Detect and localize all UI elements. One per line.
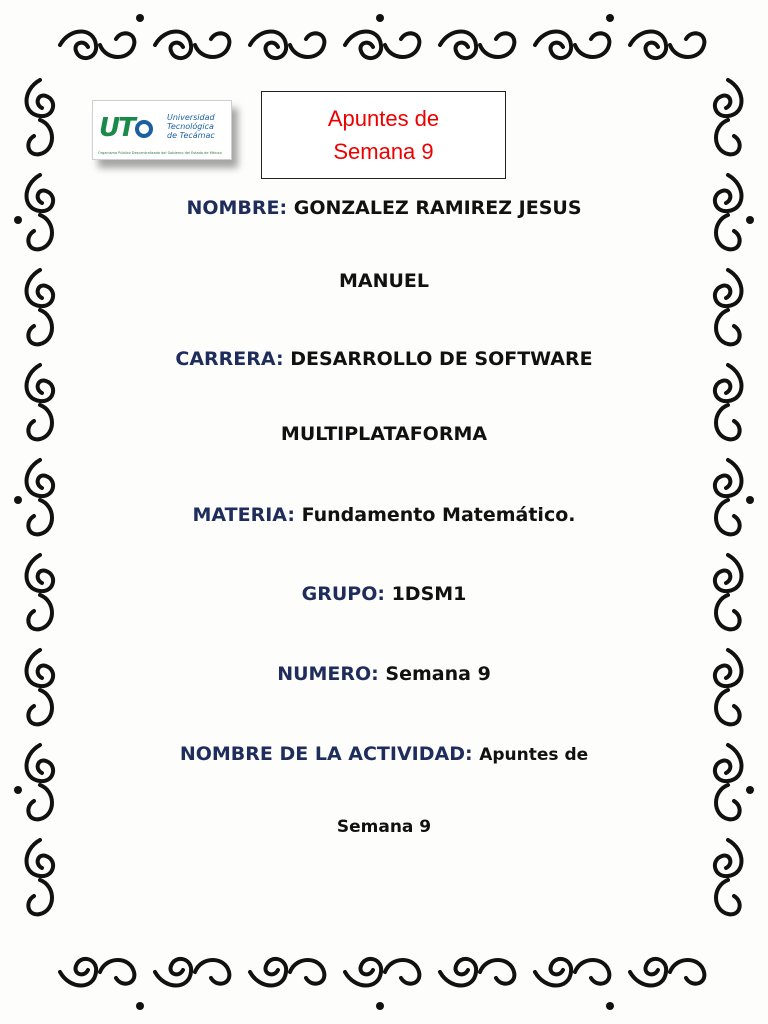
border-scroll [27, 460, 54, 496]
border-scroll [250, 32, 286, 59]
actividad-label: NOMBRE DE LA ACTIVIDAD: [179, 743, 473, 765]
border-scroll [155, 959, 191, 986]
border-scroll [60, 32, 96, 59]
grupo-label: GRUPO: [301, 583, 385, 605]
border-dot [746, 496, 754, 504]
carrera-line [0, 348, 768, 370]
border-dot [136, 1002, 144, 1010]
border-scroll [27, 80, 54, 116]
university-logo [92, 100, 232, 160]
actividad-line [0, 743, 768, 765]
title-line-1: Apuntes de [327, 106, 440, 131]
border-scroll [27, 840, 54, 876]
border-scroll [715, 80, 742, 116]
border-scroll [716, 785, 740, 819]
border-dot [746, 786, 754, 794]
title-line-2: Semana 9 [333, 139, 434, 164]
numero-label: NUMERO: [277, 663, 379, 685]
logo-name: Universidad Tecnológica de Tecámac [167, 113, 215, 140]
nombre-label: NOMBRE: [186, 197, 288, 219]
border-dot [606, 14, 614, 22]
border-scroll [28, 120, 52, 154]
border-scroll [28, 310, 52, 344]
border-scroll [575, 960, 609, 984]
nombre-value-2: MANUEL [338, 270, 430, 292]
border-scroll [716, 215, 740, 249]
border-scroll [535, 959, 571, 986]
carrera-line-2 [0, 423, 768, 445]
materia-label: MATERIA: [192, 504, 295, 526]
border-scroll [155, 32, 191, 59]
actividad-value-2: Semana 9 [336, 817, 432, 837]
border-scroll [716, 880, 740, 914]
border-scroll [28, 880, 52, 914]
actividad-value: Apuntes de [479, 745, 589, 765]
border-scroll [630, 32, 666, 59]
border-scroll [100, 33, 134, 57]
carrera-label: CARRERA: [175, 348, 284, 370]
nombre-line [0, 197, 768, 219]
border-scroll [385, 33, 419, 57]
materia-line [0, 504, 768, 526]
numero-line [0, 663, 768, 685]
border-scroll [290, 33, 324, 57]
nombre-value: GONZALEZ RAMIREZ JESUS [293, 197, 582, 219]
border-scroll [250, 959, 286, 986]
border-dot [606, 1002, 614, 1010]
border-scroll [480, 960, 514, 984]
border-scroll [716, 120, 740, 154]
materia-value: Fundamento Matemático. [301, 504, 576, 526]
border-scroll [630, 959, 666, 986]
border-scroll [535, 32, 571, 59]
border-scroll [715, 460, 742, 496]
border-scroll [28, 690, 52, 724]
border-scroll [480, 33, 514, 57]
border-scroll [715, 840, 742, 876]
border-scroll [670, 960, 704, 984]
border-scroll [385, 960, 419, 984]
border-scroll [716, 310, 740, 344]
grupo-value: 1DSM1 [391, 583, 467, 605]
border-scroll [440, 32, 476, 59]
border-scroll [345, 32, 381, 59]
border-dot [376, 14, 384, 22]
border-scroll [28, 785, 52, 819]
border-dot [14, 786, 22, 794]
title-box [261, 91, 506, 179]
grupo-line [0, 583, 768, 605]
border-scroll [195, 33, 229, 57]
border-scroll [670, 33, 704, 57]
nombre-line-2 [0, 270, 768, 292]
border-dot [376, 1002, 384, 1010]
border-dot [14, 496, 22, 504]
border-scroll [715, 365, 742, 401]
border-scroll [716, 690, 740, 724]
carrera-value-2: MULTIPLATAFORMA [280, 423, 488, 445]
numero-value: Semana 9 [385, 663, 491, 685]
border-scroll [100, 960, 134, 984]
border-scroll [27, 365, 54, 401]
border-scroll [195, 960, 229, 984]
border-scroll [575, 33, 609, 57]
border-scroll [60, 959, 96, 986]
logo-subtitle: Organismo Público Descentralizado del Gobierno del Estado de México [98, 151, 222, 155]
logo-mark: UT [99, 113, 153, 143]
actividad-line-2 [0, 817, 768, 837]
border-scroll [28, 215, 52, 249]
border-dot [136, 14, 144, 22]
border-scroll [440, 959, 476, 986]
border-scroll [345, 959, 381, 986]
border-scroll [290, 960, 324, 984]
carrera-value: DESARROLLO DE SOFTWARE [290, 348, 593, 370]
